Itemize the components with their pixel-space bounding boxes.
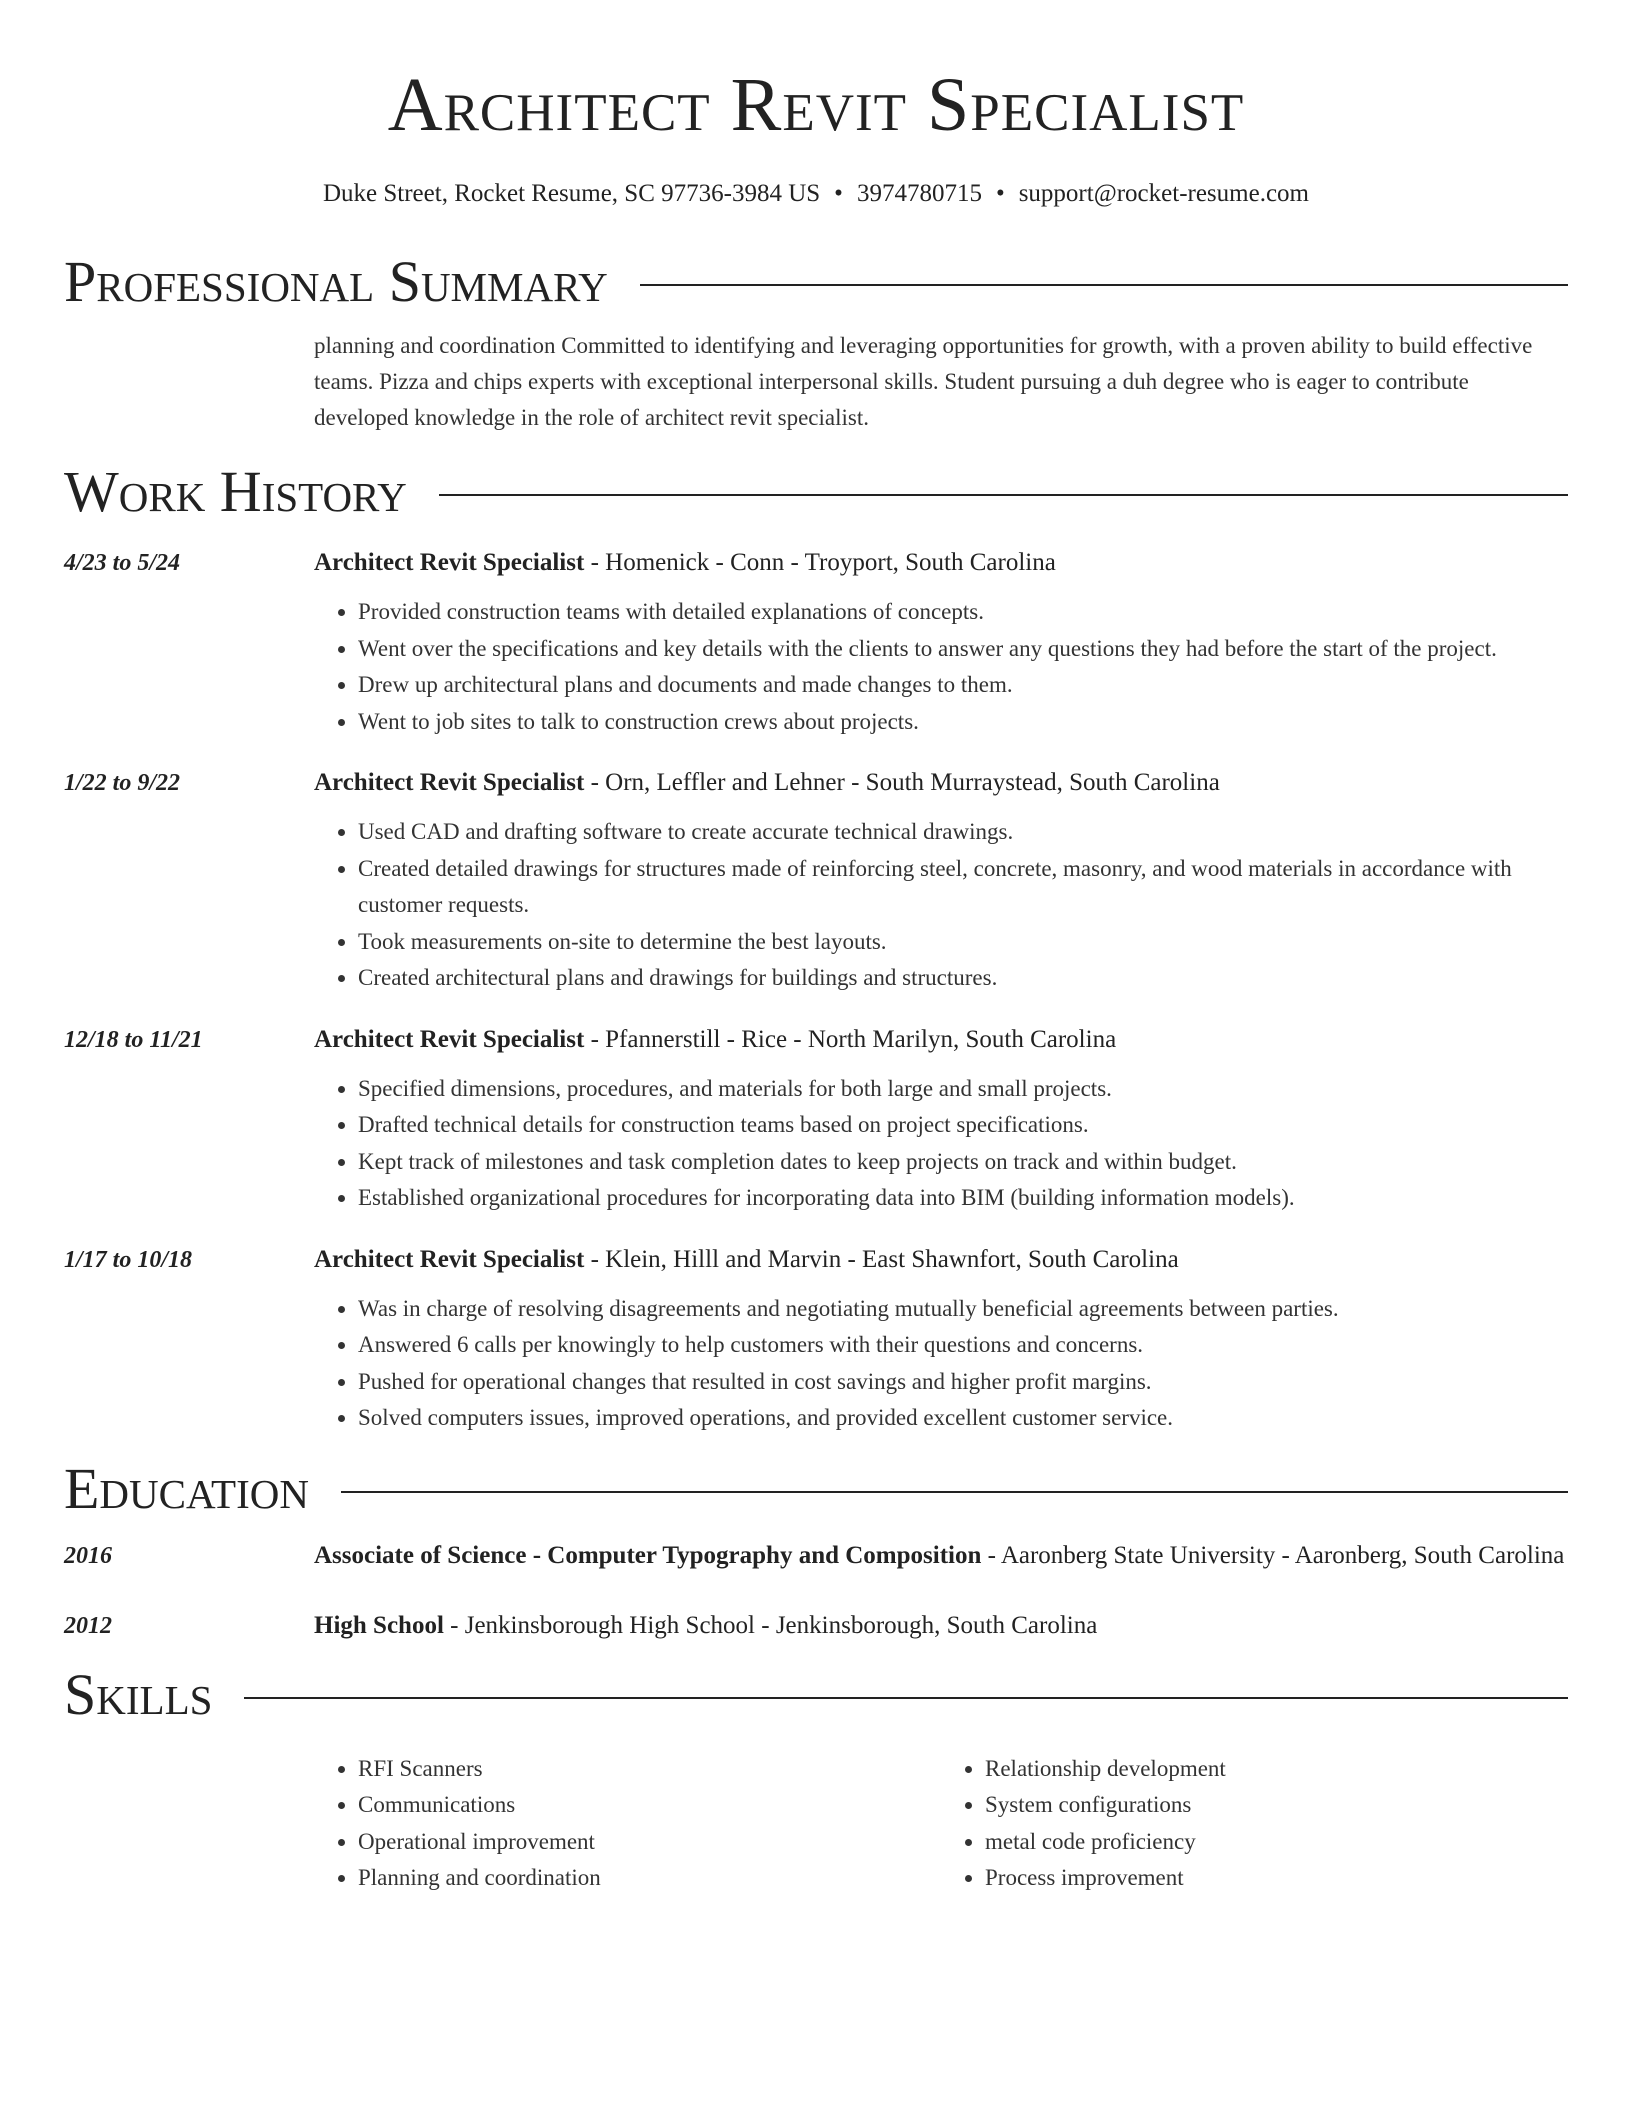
summary-text: planning and coordination Committed to identifying and leveraging opportunities for growth, with a proven ability to build effective teams. Pizza and chips experts with exceptional interpersonal skills. Student pursuing a duh degree who is eager to contribute developed knowledge in the role of architect revit specialist. [314, 333, 1533, 430]
job-dates: 12/18 to 11/21 [64, 1026, 203, 1053]
job-dates: 1/22 to 9/22 [64, 770, 181, 796]
job-title: Architect Revit Specialist [314, 769, 585, 796]
contact-email: support@rocket-resume.com [1018, 180, 1309, 207]
job-entry [64, 544, 1568, 740]
skill-item: • Process improvement [985, 1860, 1568, 1897]
section-divider [244, 1697, 1568, 1699]
contact-phone: 3974780715 [856, 180, 982, 207]
job-body [314, 1021, 1568, 1217]
skill-item: • Relationship development [985, 1751, 1568, 1788]
education-year: 2012 [64, 1612, 112, 1639]
summary-section [64, 250, 1568, 436]
contact-address: Duke Street, Rocket Resume, SC 97736-3984 US [322, 180, 821, 207]
job-bullet: • Went to job sites to talk to construction crews about projects. [358, 704, 1568, 741]
contact-separator: • [834, 180, 843, 207]
skill-item: • System configurations [985, 1787, 1568, 1824]
education-headline [314, 1537, 1568, 1575]
skill-item: • Communications [358, 1787, 941, 1824]
education-entry [64, 1537, 1568, 1575]
job-dates: 1/17 to 10/18 [64, 1246, 193, 1273]
skills-section [64, 1663, 1568, 1897]
job-entry [64, 1241, 1568, 1437]
job-bullet: • Pushed for operational changes that resulted in cost savings and higher profit margins. [358, 1364, 1568, 1401]
job-headline [314, 544, 1568, 582]
job-title: Architect Revit Specialist [314, 1245, 585, 1273]
job-bullets [314, 594, 1568, 740]
contact-separator: • [995, 180, 1005, 207]
section-heading [64, 1457, 1568, 1521]
job-title: Architect Revit Specialist [314, 549, 585, 576]
job-bullet: • Drew up architectural plans and documents and made changes to them. [358, 667, 1568, 704]
job-body [314, 764, 1568, 997]
section-divider [439, 494, 1568, 496]
education-details: - Jenkinsborough High School - Jenkinsborough, South Carolina [443, 1611, 1098, 1639]
job-title: Architect Revit Specialist [314, 1025, 585, 1053]
job-body [314, 1241, 1568, 1437]
job-entry [64, 1021, 1568, 1217]
job-bullet: • Solved computers issues, improved operations, and provided excellent customer service. [358, 1400, 1568, 1437]
job-bullet: • Took measurements on-site to determine the best layouts. [358, 924, 1568, 961]
education-body [314, 1607, 1568, 1645]
job-dates: 4/23 to 5/24 [64, 550, 181, 576]
skills-column-left [314, 1751, 941, 1897]
job-details: - Pfannerstill - Rice - North Marilyn, South Carolina [584, 1025, 1117, 1053]
job-headline [314, 1021, 1568, 1059]
job-bullet: • Answered 6 calls per knowingly to help customers with their questions and concerns. [358, 1327, 1568, 1364]
job-details: - Klein, Hilll and Marvin - East Shawnfort, South Carolina [584, 1245, 1179, 1273]
job-headline [314, 1241, 1568, 1279]
education-entry [64, 1607, 1568, 1645]
skill-item: • Planning and coordination [358, 1860, 941, 1897]
skills-grid [314, 1751, 1568, 1897]
contact-line [64, 178, 1568, 210]
skill-item: • Operational improvement [358, 1824, 941, 1861]
education-year: 2016 [64, 1542, 112, 1569]
summary-title: Professional Summary [64, 249, 608, 314]
section-divider [341, 1491, 1568, 1493]
work-history-section [64, 460, 1568, 1437]
education-details: - Aaronberg State University - Aaronberg, South Carolina [981, 1541, 1565, 1569]
job-details: - Orn, Leffler and Lehner - South Murraystead, South Carolina [584, 769, 1220, 796]
education-section [64, 1457, 1568, 1645]
skill-item: • RFI Scanners [358, 1751, 941, 1788]
job-bullet: • Went over the specifications and key details with the clients to answer any questions they had before the start of the project. [358, 631, 1568, 668]
job-headline [314, 764, 1568, 802]
job-bullet: • Established organizational procedures for incorporating data into BIM (building information models). [358, 1180, 1568, 1217]
education-title: Education [64, 1455, 309, 1521]
candidate-name: Architect Revit Specialist [387, 63, 1245, 147]
job-bullet: • Drafted technical details for construction teams based on project specifications. [358, 1107, 1568, 1144]
job-details: - Homenick - Conn - Troyport, South Carolina [584, 549, 1056, 576]
section-heading [64, 1663, 1568, 1727]
education-headline [314, 1607, 1568, 1645]
job-bullets [314, 1291, 1568, 1437]
job-bullet: • Used CAD and drafting software to create accurate technical drawings. [358, 814, 1568, 851]
job-bullet: • Provided construction teams with detailed explanations of concepts. [358, 594, 1568, 631]
work-history-title: Work History [64, 459, 407, 524]
job-bullets [314, 1071, 1568, 1217]
job-bullet: • Kept track of milestones and task completion dates to keep projects on track and within budget. [358, 1144, 1568, 1181]
job-bullet: • Created detailed drawings for structures made of reinforcing steel, concrete, masonry, and wood materials in accordance with customer requests. [358, 851, 1568, 924]
skills-title: Skills [64, 1661, 213, 1727]
skill-item: • metal code proficiency [985, 1824, 1568, 1861]
job-body [314, 544, 1568, 740]
job-bullet: • Created architectural plans and drawings for buildings and structures. [358, 960, 1568, 997]
education-body [314, 1537, 1568, 1575]
job-entry [64, 764, 1568, 997]
section-heading [64, 460, 1568, 524]
section-divider [640, 284, 1568, 286]
skills-column-right [941, 1751, 1568, 1897]
job-bullet: • Was in charge of resolving disagreements and negotiating mutually beneficial agreements between parties. [358, 1291, 1568, 1328]
education-degree: High School [314, 1611, 444, 1639]
job-bullet: • Specified dimensions, procedures, and materials for both large and small projects. [358, 1071, 1568, 1108]
job-bullets [314, 814, 1568, 997]
education-degree: Associate of Science - Computer Typography and Composition [314, 1541, 982, 1569]
section-heading [64, 250, 1568, 314]
